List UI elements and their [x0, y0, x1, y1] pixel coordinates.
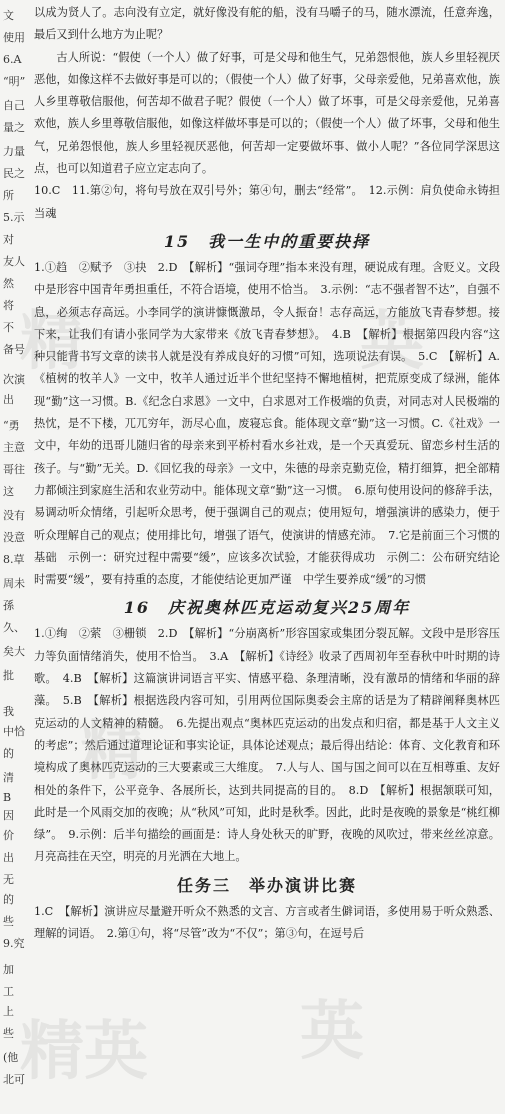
margin-fragment: 民之 [3, 167, 25, 180]
margin-fragment: 无 [3, 873, 14, 886]
margin-fragment: B [3, 791, 12, 804]
margin-fragment: 8.草 [3, 553, 25, 566]
margin-fragment: 出 [3, 393, 14, 406]
margin-fragment: 久、 [3, 621, 25, 634]
margin-fragment: 主意 [3, 441, 25, 454]
margin-fragment: 量之 [3, 121, 25, 134]
margin-fragment: 的 [3, 893, 14, 906]
margin-fragment: 孫 [3, 599, 14, 612]
left-margin-fragments [0, 0, 30, 1114]
margin-fragment: 这 [3, 485, 14, 498]
margin-fragment: (他 [3, 1051, 19, 1064]
watermark-text: 精英 [20, 1015, 148, 1089]
margin-fragment: 上 [3, 1005, 14, 1018]
margin-fragment: 文 [3, 9, 14, 22]
answer-paragraph: 1.①绚 ②萦 ③栅锁 2.D 【解析】“分崩离析”形容国家或集团分裂瓦解。文段中是形容压力等负面情绪消失，使用不恰当。 3.A 【解析】《诗经》收录了西周初年至春秋中叶时期的诗歌。 4.B 【解析】这篇演讲词语言平实、情感平稳、条理清晰，没有激昂的情绪和华丽的辞藻。 5.B 【解析】根据选段内容可知，引用两位国际奥委会主席的话是为了精辟阐释奥林匹克运动的人文精神的精髓。 6.先提出观点“奥林匹克运动的出发点和归宿，都是基于人文主义的考虑”；然后通过道理论证和事实论证，具体论述观点；最后得出结论：体育、文化教育和环境构成了奥林匹克运动的三大要素或三大维度。 7.人与人、国与国之间可以在互相尊重、友好相处的条件下，公平竞争、各展所长，达到共同提高的目的。 8.D 【解析】根据颔联可知，此时是一个风雨交加的夜晚；从“秋风”可知，此时是秋季。因此，此时是夜晚的景象是“桃红柳绿”。 9.示例：后半句描绘的画面是：诗人身处秋天的旷野，夜晚的风吹过，带来丝丝凉意。月亮高挂在天空，明亮的月光洒在大地上。 [34, 627, 500, 864]
margin-fragment: 5.示 [3, 211, 25, 224]
answer-paragraph: 1.C 【解析】演讲应尽量避开听众不熟悉的文言、方言或者生僻词语，多使用易于听众熟悉、理解的词语。 2.第①句，将“尽管”改为“不仅”；第③句，在逗号后 [34, 904, 500, 940]
margin-fragment: 加 [3, 963, 14, 976]
margin-fragment: 价 [3, 829, 14, 842]
margin-fragment: 对 [3, 233, 14, 246]
margin-fragment: 自己 [3, 99, 25, 112]
margin-fragment: 6.A [3, 53, 22, 66]
margin-fragment: 工 [3, 985, 14, 998]
margin-fragment: 使用 [3, 31, 25, 44]
margin-fragment: 周未 [3, 577, 25, 590]
answer-paragraph: 以成为贤人了。志向没有立定，就好像没有舵的船，没有马嚼子的马，随水漂流，任意奔逸，最后又到什么地方为止呢？ [34, 6, 500, 42]
margin-fragment: 批 [3, 669, 14, 682]
margin-fragment: 些 [3, 1027, 14, 1040]
margin-fragment: 出 [3, 851, 14, 864]
margin-fragment: 次演 [3, 373, 25, 386]
margin-fragment: 9.究 [3, 937, 25, 950]
margin-fragment: 哥往 [3, 463, 25, 476]
answer-paragraph: 10.C 11.第②句，将句号放在双引号外；第④句，删去“经常”。 12.示例：肩负使命永铸担当魂 [34, 184, 500, 220]
watermark-text: 英 [360, 305, 424, 379]
lesson-heading: 16 庆祝奥林匹克运动复兴25周年 [123, 598, 411, 618]
watermark-text: 英 [300, 995, 364, 1069]
margin-fragment: 矣大 [3, 645, 25, 658]
margin-fragment: “明” [3, 75, 26, 88]
margin-fragment: 备号 [3, 343, 25, 356]
margin-fragment: 因 [3, 809, 14, 822]
margin-fragment: 些 [3, 915, 14, 928]
answer-paragraph: 1.①趋 ②赋予 ③抉 2.D 【解析】“强词夺理”指本来没有理，硬说成有理。含贬义。文段中是形容中国青年勇担重任，不符合语境，使用不恰当。 3.示例：“志不强者智不达”，自强不息，必须志存高远。小李同学的演讲慷慨激昂，令人振奋！志存高远，方能放飞青春梦想。接下来，让我们有请小张同学为大家带来《放飞青春梦想》。 4.B 【解析】根据第四段内容“这种只能背书写文章的读书人就是没有养成良好的习惯”可知，选项说法有误。 5.C 【解析】A.《植树的牧羊人》一文中，牧羊人通过近半个世纪坚持不懈地植树，把荒原变成了绿洲，能体现“勤”这一习惯。B.《纪念白求恩》一文中，白求恩对工作极端的负责，对同志对人民极端的热忱，是不下楼，兀兀穷年，沥尽心血，废寝忘食。能体现文章“勤”这一习惯。C.《社戏》一文中，年幼的迅哥儿随归省的母亲来到平桥村看水乡社戏，是一个天真爱玩、留恋乡村生活的孩子。与“勤”无关。D.《回忆我的母亲》一文中，朱德的母亲克勤克俭，精打细算，把全部精力都倾注到家庭生活和农业劳动中。能体现文章“勤”这一习惯。 6.原句使用设问的修辞手法，易调动听众情绪，引起听众思考，便于强调自己的观点；使用短句，增强演讲的感染力，便于听众理解自己的观点；使用排比句，增强了语气，使演讲的情感充沛。 7.它是前面三个习惯的基础 示例一：研究过程中需要“缓”，应该多次试验，才能获得成功 示例二：公布研究结论时需要“缓”，要有持重的态度，才能使结论更加严谨 中学生要养成“缓”的习惯 [34, 260, 500, 587]
margin-fragment: 没有 [3, 509, 25, 522]
margin-fragment: 没意 [3, 531, 25, 544]
margin-fragment: 北可 [3, 1073, 25, 1086]
margin-fragment: 将 [3, 299, 14, 312]
margin-fragment: 清 [3, 771, 14, 784]
margin-fragment: 然 [3, 277, 14, 290]
watermark-text: 精 [20, 305, 84, 379]
lesson-heading: 15 我一生中的重要抉择 [163, 231, 371, 251]
margin-fragment: 的 [3, 747, 14, 760]
margin-fragment: 力量 [3, 145, 25, 158]
margin-fragment: 不 [3, 321, 14, 334]
margin-fragment: 友人 [3, 255, 25, 268]
margin-fragment: 我 [3, 705, 14, 718]
answer-paragraph: 古人所说：“假使（一个人）做了好事，可是父母和他生气，兄弟怨恨他，族人乡里轻视厌恶他，如像这样不去做好事是可以的；（假使一个人）做了好事，父母亲爱他，兄弟喜欢他，族人乡里尊敬信服他，何苦却不做君子呢？假使（一个人）做了坏事，可是父母亲爱他，兄弟喜欢他，族人乡里尊敬信服他，如像这样做坏事是可以的；（假使一个人）做了坏事，父母和他生气，兄弟怨恨他，族人乡里轻视厌恶他，何苦却一定要做坏事、做小人呢？”各位同学深思这点，也可以知道君子应立定志向了。 [34, 50, 500, 176]
task-heading: 任务三 举办演讲比赛 [176, 875, 357, 895]
answer-page [34, 2, 500, 945]
margin-fragment: 所 [3, 189, 14, 202]
margin-fragment: 中恰 [3, 725, 25, 738]
margin-fragment: “勇 [3, 419, 20, 432]
watermark-text: 精 [80, 715, 144, 789]
